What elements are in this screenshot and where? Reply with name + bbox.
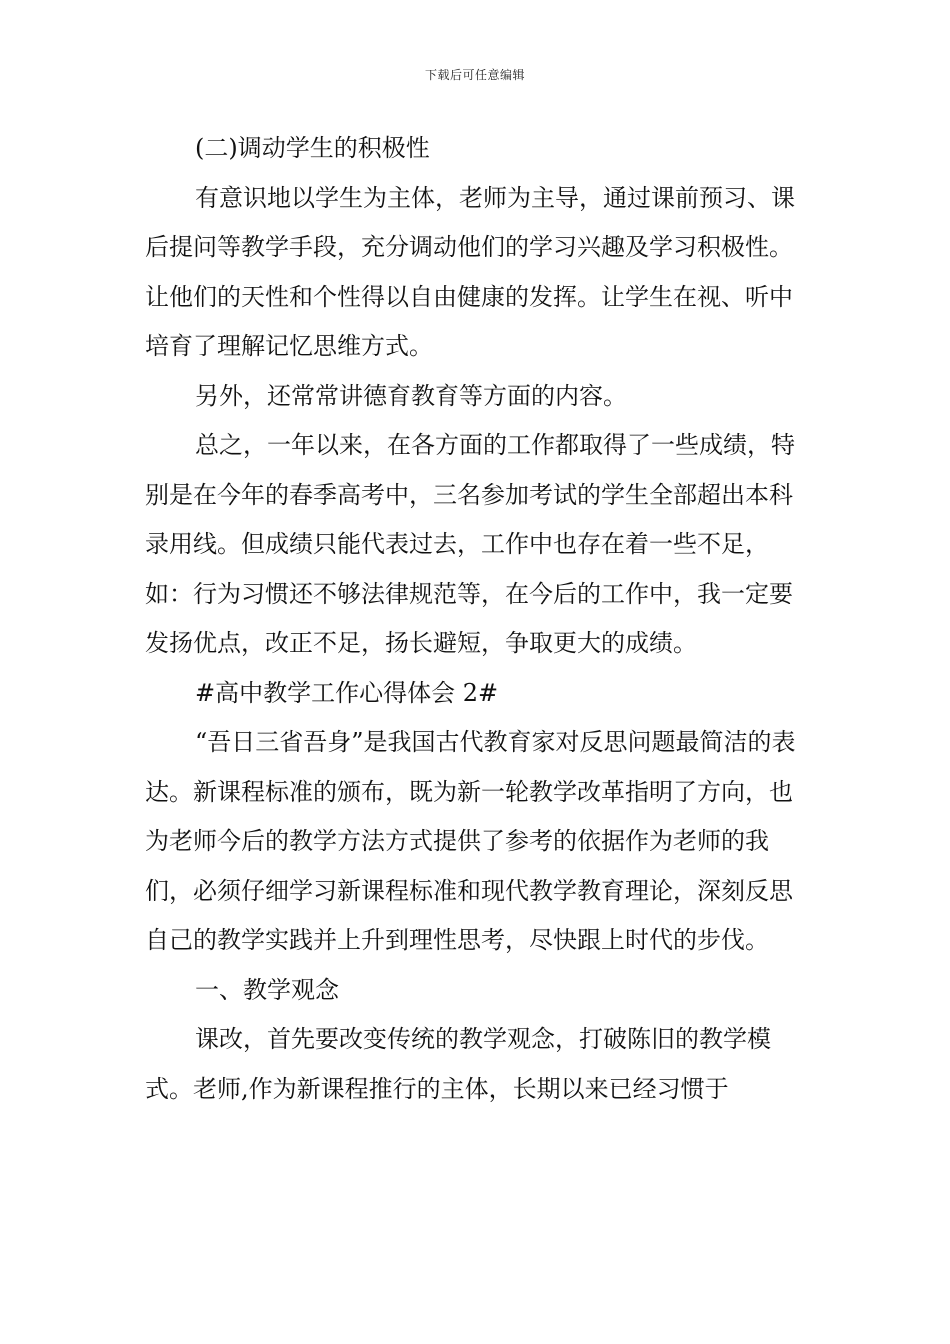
paragraph-moral-education: 另外，还常常讲德育教育等方面的内容。 bbox=[195, 381, 627, 410]
page-header: 下载后可任意编辑 bbox=[424, 68, 525, 82]
section-heading-mobilize: (二)调动学生的积极性 bbox=[195, 134, 430, 162]
paragraph-curriculum-reform: 课改，首先要改变传统的教学观念，打破陈旧的教学模式。老师,作为新课程推行的主体，长期以来已经习惯于 bbox=[145, 1025, 771, 1103]
document-body bbox=[145, 124, 815, 1114]
section-heading-teaching-concept: 一、教学观念 bbox=[195, 975, 339, 1004]
paragraph-student-centered: 有意识地以学生为主体，老师为主导，通过课前预习、课后提问等教学手段，充分调动他们的学习兴趣及学习积极性。让他们的天性和个性得以自由健康的发挥。让学生在视、听中培育了理解记忆思维方式。 bbox=[145, 183, 795, 360]
article-title-2: #高中教学工作心得体会 2# bbox=[195, 678, 499, 707]
paragraph-summary: 总之，一年以来，在各方面的工作都取得了一些成绩，特别是在今年的春季高考中，三名参加考试的学生全部超出本科录用线。但成绩只能代表过去，工作中也存在着一些不足，如：行为习惯还不够法律规范等，在今后的工作中，我一定要发扬优点，改正不足，扬长避短，争取更大的成绩。 bbox=[145, 431, 795, 657]
paragraph-reflection: “吾日三省吾身”是我国古代教育家对反思问题最简洁的表达。新课程标准的颁布，既为新一轮教学改革指明了方向，也为老师今后的教学方法方式提供了参考的依据作为老师的我们，必须仔细学习新课程标准和现代教学教育理论，深刻反思自己的教学实践并上升到理性思考，尽快跟上时代的步伐。 bbox=[145, 728, 796, 954]
